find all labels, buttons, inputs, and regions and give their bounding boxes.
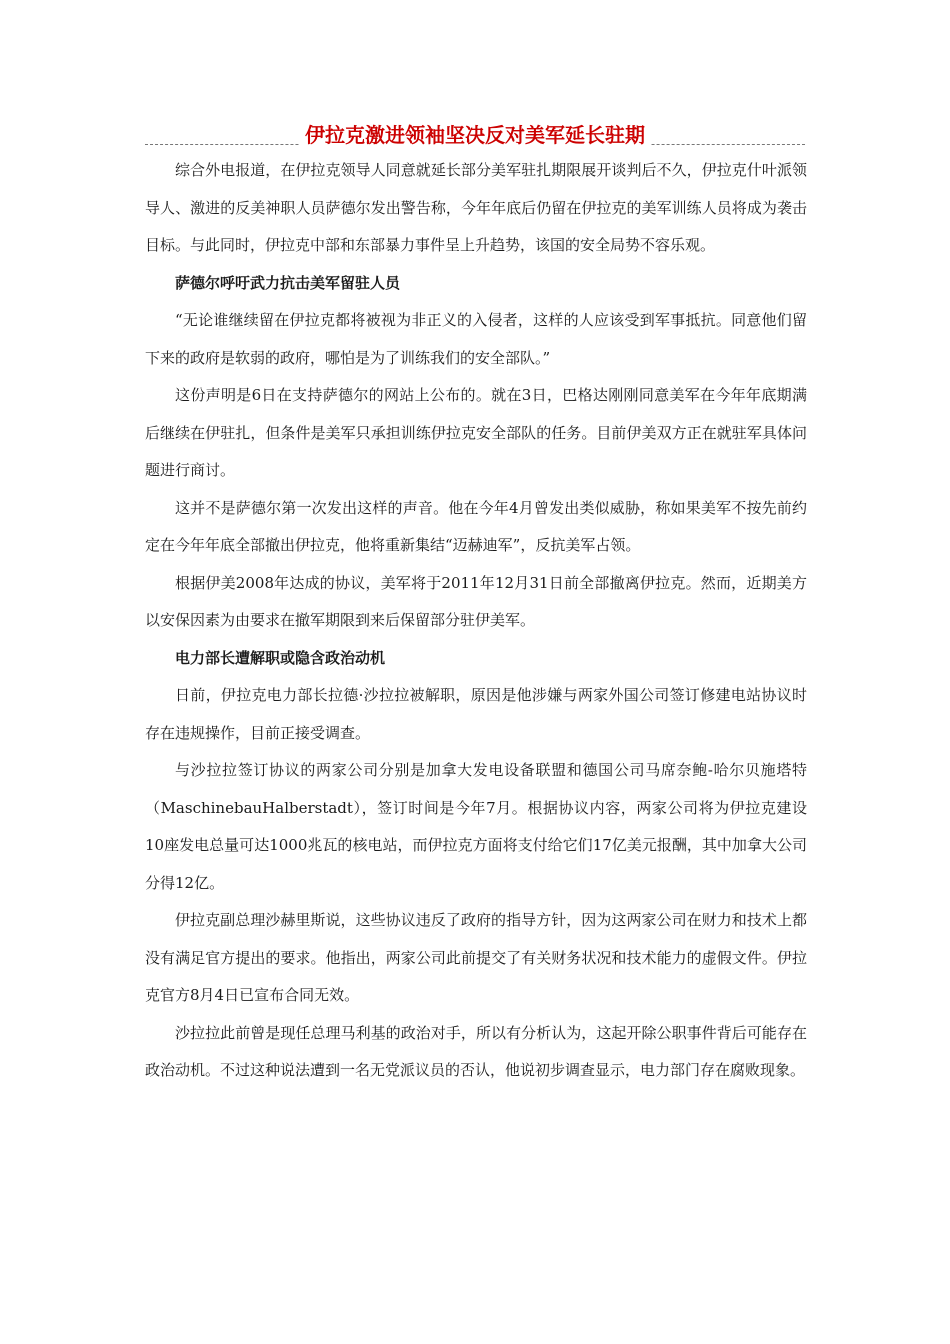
- document-title-text: 伊拉克激进领袖坚决反对美军延长驻期: [299, 123, 651, 147]
- paragraph: 与沙拉拉签订协议的两家公司分别是加拿大发电设备联盟和德国公司马席奈鲍-哈尔贝施塔特（MaschinebauHalberstadt），签订时间是今年7月。根据协议内容，两家公司将为伊拉克建设10座发电总量可达1000兆瓦的核电站，而伊拉克方面将支付给它们17亿美元报酬，其中加拿大公司分得12亿。: [145, 761, 807, 892]
- paragraph: 综合外电报道，在伊拉克领导人同意就延长部分美军驻扎期限展开谈判后不久，伊拉克什叶派领导人、激进的反美神职人员萨德尔发出警告称，今年年底后仍留在伊拉克的美军训练人员将成为袭击目标。与此同时，伊拉克中部和东部暴力事件呈上升趋势，该国的安全局势不容乐观。: [145, 161, 807, 254]
- article-body: [145, 152, 807, 1090]
- section-heading: 萨德尔呼吁武力抗击美军留驻人员: [175, 273, 401, 292]
- paragraph: 这份声明是6日在支持萨德尔的网站上公布的。就在3日，巴格达刚刚同意美军在今年年底期满后继续在伊驻扎，但条件是美军只承担训练伊拉克安全部队的任务。目前伊美双方正在就驻军具体问题进行商讨。: [145, 386, 807, 479]
- paragraph: 日前，伊拉克电力部长拉德·沙拉拉被解职，原因是他涉嫌与两家外国公司签订修建电站协议时存在违规操作，目前正接受调查。: [145, 686, 807, 742]
- paragraph: 沙拉拉此前曾是现任总理马利基的政治对手，所以有分析认为，这起开除公职事件背后可能存在政治动机。不过这种说法遭到一名无党派议员的否认，他说初步调查显示，电力部门存在腐败现象。: [145, 1023, 807, 1079]
- paragraph: 根据伊美2008年达成的协议，美军将于2011年12月31日前全部撤离伊拉克。然而，近期美方以安保因素为由要求在撤军期限到来后保留部分驻伊美军。: [145, 573, 807, 629]
- section-heading: 电力部长遭解职或隐含政治动机: [175, 648, 386, 667]
- paragraph: 伊拉克副总理沙赫里斯说，这些协议违反了政府的指导方针，因为这两家公司在财力和技术上都没有满足官方提出的要求。他指出，两家公司此前提交了有关财务状况和技术能力的虚假文件。伊拉克官方8月4日已宣布合同无效。: [145, 911, 807, 1004]
- paragraph: “无论谁继续留在伊拉克都将被视为非正义的入侵者，这样的人应该受到军事抵抗。同意他们留下来的政府是软弱的政府，哪怕是为了训练我们的安全部队。”: [145, 311, 807, 367]
- paragraph: 这并不是萨德尔第一次发出这样的声音。他在今年4月曾发出类似威胁，称如果美军不按先前约定在今年年底全部撤出伊拉克，他将重新集结“迈赫迪军”，反抗美军占领。: [145, 498, 807, 554]
- document-title: [145, 120, 805, 150]
- title-row: [145, 120, 805, 154]
